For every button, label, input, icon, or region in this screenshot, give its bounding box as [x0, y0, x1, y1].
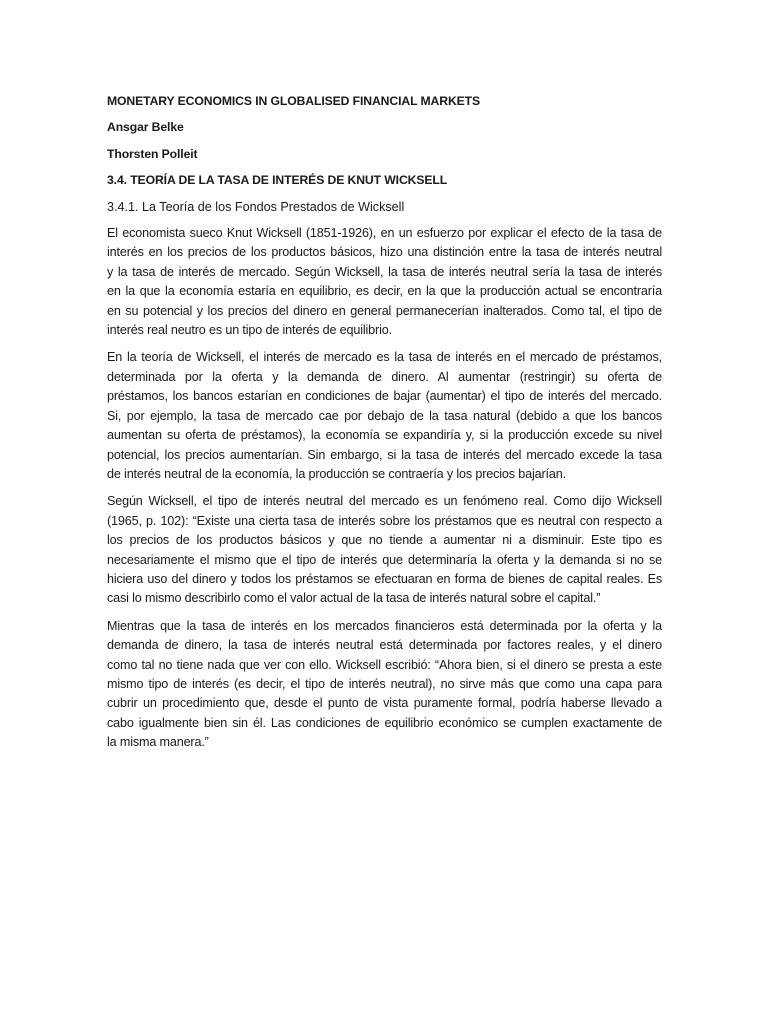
- author-name: Thorsten Polleit: [107, 146, 198, 161]
- paragraph-line: interés en los precios de los productos básicos, hizo una distinción entre la tasa de interés neutral: [107, 245, 662, 260]
- paragraph-line: aumentan su oferta de préstamos), la economía se expandiría y, si la producción excede su nivel: [107, 428, 662, 443]
- paragraph-line: potencial, los precios aumentarían. Sin embargo, si la tasa de interés del mercado excede la tasa: [107, 447, 662, 462]
- section-heading: 3.4. TEORÍA DE LA TASA DE INTERÉS DE KNUT WICKSELL: [107, 173, 448, 188]
- subsection-heading: 3.4.1. La Teoría de los Fondos Prestados de Wicksell: [107, 199, 405, 214]
- paragraph-line: como tal no tiene nada que ver con ello. Wicksell escribió: “Ahora bien, si el dinero se presta a este: [107, 657, 662, 672]
- paragraph-line: la misma manera.”: [107, 735, 209, 750]
- paragraph-line: El economista sueco Knut Wicksell (1851-1926), en un esfuerzo por explicar el efecto de la tasa de: [107, 226, 662, 241]
- body-paragraph: [107, 224, 662, 340]
- document-page: [107, 92, 662, 761]
- paragraph-line: interés real neutro es un tipo de interés de equilibrio.: [107, 323, 392, 338]
- paragraph-line: de interés neutral de la economía, la producción se contraería y los precios bajarían.: [107, 466, 566, 481]
- body-paragraph: [107, 617, 662, 753]
- paragraph-line: hiciera uso del dinero y todos los préstamos se efectuaran en forma de bienes de capital reales. Es: [107, 571, 662, 586]
- author-name: Ansgar Belke: [107, 120, 184, 135]
- paragraph-line: casi lo mismo describirlo como el valor actual de la tasa de interés natural sobre el capital.”: [107, 591, 601, 606]
- paragraph-line: préstamos, los bancos estarían en condiciones de bajar (aumentar) el tipo de interés del mercado.: [107, 389, 662, 404]
- paragraph-line: cabo igualmente bien sin él. Las condiciones de equilibrio económico se cumplen exactamente de: [107, 715, 662, 730]
- paragraph-line: en la que la economía estaría en equilibrio, es decir, en la que la producción actual se encontraría: [107, 284, 662, 299]
- paragraph-line: y la tasa de interés de mercado. Según Wicksell, la tasa de interés neutral sería la tasa de interés: [107, 264, 662, 279]
- paragraph-line: mismo tipo de interés (es decir, el tipo de interés neutral), no sirve más que como una capa para: [107, 676, 662, 691]
- paragraph-line: (1965, p. 102): “Existe una cierta tasa de interés sobre los préstamos que es neutral con respecto a: [107, 513, 662, 528]
- paragraph-line: necesariamente el mismo que el tipo de interés que determinaría la oferta y la demanda si no se: [107, 552, 662, 567]
- body-paragraph: [107, 348, 662, 484]
- paragraph-line: demanda de dinero, la tasa de interés neutral está determinada por factores reales, y el dinero: [107, 638, 662, 653]
- body-paragraph: [107, 492, 662, 608]
- paragraph-line: En la teoría de Wicksell, el interés de mercado es la tasa de interés en el mercado de préstamos,: [107, 350, 662, 365]
- document-title: MONETARY ECONOMICS IN GLOBALISED FINANCIAL MARKETS: [107, 94, 481, 108]
- paragraph-line: en su potencial y los precios del dinero en general permanecerían inalterados. Como tal, el tipo de: [107, 303, 662, 318]
- paragraph-line: Mientras que la tasa de interés en los mercados financieros está determinada por la oferta y la: [107, 618, 662, 633]
- paragraph-line: Según Wicksell, el tipo de interés neutral del mercado es un fenómeno real. Como dijo Wicksell: [107, 494, 662, 509]
- paragraph-line: determinada por la oferta y la demanda de dinero. Al aumentar (restringir) su oferta de: [107, 369, 662, 384]
- paragraph-line: los precios de los productos básicos y que no tiende a aumentar ni a disminuir. Este tipo es: [107, 533, 662, 548]
- paragraph-line: Si, por ejemplo, la tasa de mercado cae por debajo de la tasa natural (debido a que los bancos: [107, 408, 662, 423]
- paragraph-line: cubrir un procedimiento que, desde el punto de vista puramente formal, podría haberse llevado a: [107, 696, 662, 711]
